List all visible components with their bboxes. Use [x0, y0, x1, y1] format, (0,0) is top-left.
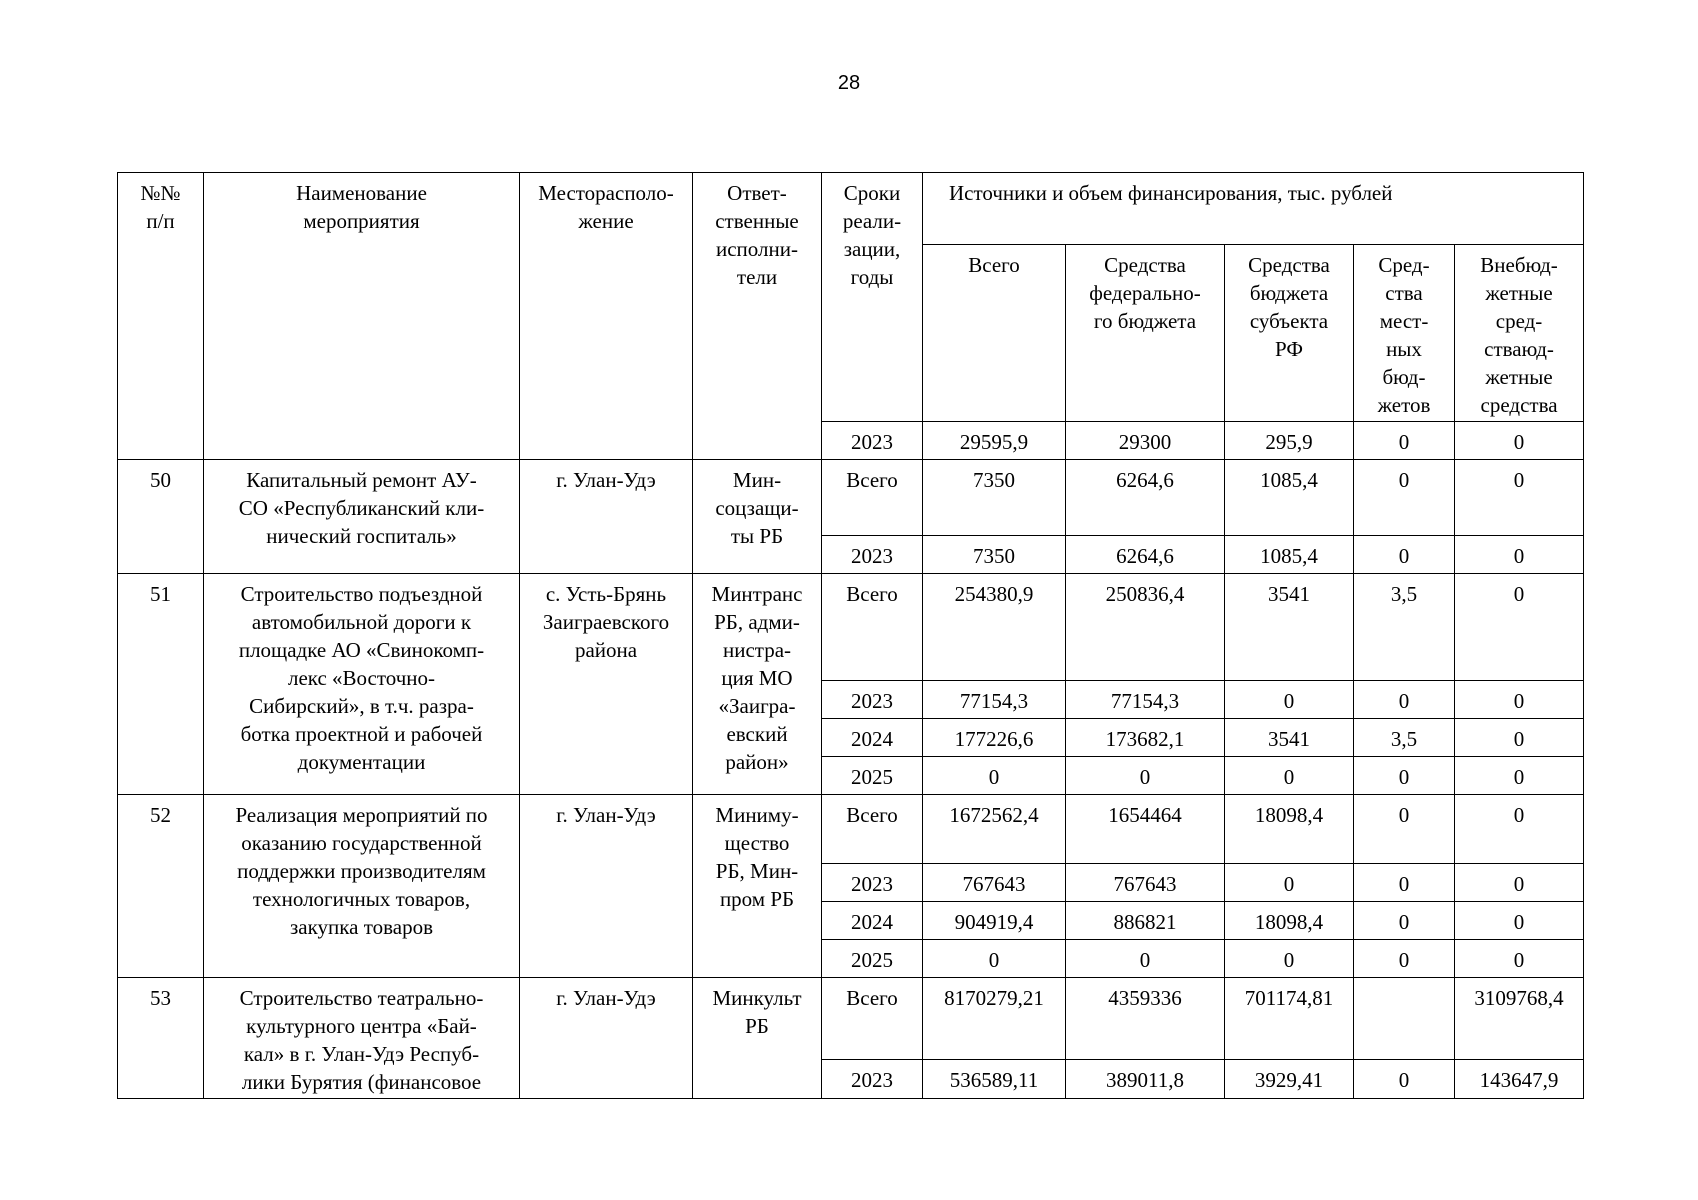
financing-table — [117, 172, 1584, 1099]
item-num: 50 — [118, 460, 204, 574]
cell-year: 2023 — [822, 681, 923, 719]
cell-local: 0 — [1354, 536, 1455, 574]
cell-extra: 0 — [1455, 757, 1584, 795]
cell-local: 0 — [1354, 902, 1455, 940]
cell-federal: 886821 — [1066, 902, 1225, 940]
cell-extra: 0 — [1455, 681, 1584, 719]
item-num: 51 — [118, 574, 204, 795]
cell-extra: 143647,9 — [1455, 1060, 1584, 1099]
cell-year: 2024 — [822, 902, 923, 940]
cell-federal: 389011,8 — [1066, 1060, 1225, 1099]
cell-extra: 0 — [1455, 574, 1584, 681]
header-name: Наименование мероприятия — [204, 173, 520, 460]
cell-year: 2025 — [822, 940, 923, 978]
cell-subject: 3929,41 — [1225, 1060, 1354, 1099]
cell-total: 767643 — [923, 864, 1066, 902]
cell-total: 0 — [923, 940, 1066, 978]
table-row — [118, 460, 1584, 536]
cell-federal: 1654464 — [1066, 795, 1225, 864]
cell-federal: 0 — [1066, 940, 1225, 978]
item-responsible: Миниму- щество РБ, Мин- пром РБ — [693, 795, 822, 978]
item-responsible: Мин- соцзащи- ты РБ — [693, 460, 822, 574]
cell-local: 3,5 — [1354, 574, 1455, 681]
cell-year: 2024 — [822, 719, 923, 757]
header-subject: Средства бюджета субъекта РФ — [1225, 245, 1354, 422]
cell-year: 2023 — [822, 536, 923, 574]
cell-subject: 1085,4 — [1225, 536, 1354, 574]
cell-subject: 1085,4 — [1225, 460, 1354, 536]
cell-local: 0 — [1354, 795, 1455, 864]
cell-extra: 0 — [1455, 460, 1584, 536]
cell-total: 177226,6 — [923, 719, 1066, 757]
cell-total: 77154,3 — [923, 681, 1066, 719]
cell-extra: 0 — [1455, 719, 1584, 757]
header-row — [118, 173, 1584, 245]
cell-year: 2023 — [822, 1060, 923, 1099]
cell-federal: 77154,3 — [1066, 681, 1225, 719]
cell-total: 7350 — [923, 460, 1066, 536]
item-responsible: Минтранс РБ, адми- нистра- ция МО «Заигра- евский район» — [693, 574, 822, 795]
carry-subject: 295,9 — [1225, 422, 1354, 460]
item-name: Реализация мероприятий по оказанию государственной поддержки производителям технологичных товаров, закупка товаров — [204, 795, 520, 978]
header-term: Сроки реали- зации, годы — [822, 173, 923, 422]
cell-federal: 0 — [1066, 757, 1225, 795]
cell-extra: 0 — [1455, 536, 1584, 574]
cell-year: 2023 — [822, 864, 923, 902]
cell-total: 254380,9 — [923, 574, 1066, 681]
header-num: №№ п/п — [118, 173, 204, 460]
cell-total: 904919,4 — [923, 902, 1066, 940]
item-responsible: Минкульт РБ — [693, 978, 822, 1099]
header-federal: Средства федерально- го бюджета — [1066, 245, 1225, 422]
cell-total: 7350 — [923, 536, 1066, 574]
item-num: 52 — [118, 795, 204, 978]
cell-extra: 3109768,4 — [1455, 978, 1584, 1060]
table-body — [118, 173, 1584, 1099]
item-location: с. Усть-Брянь Заиграевского района — [520, 574, 693, 795]
cell-local: 0 — [1354, 864, 1455, 902]
cell-local: 0 — [1354, 757, 1455, 795]
cell-extra: 0 — [1455, 940, 1584, 978]
header-local: Сред- ства мест- ных бюд- жетов — [1354, 245, 1455, 422]
cell-subject: 0 — [1225, 864, 1354, 902]
carry-extra: 0 — [1455, 422, 1584, 460]
cell-subject: 3541 — [1225, 574, 1354, 681]
cell-extra: 0 — [1455, 902, 1584, 940]
table-row — [118, 574, 1584, 681]
cell-subject: 18098,4 — [1225, 902, 1354, 940]
cell-subject: 0 — [1225, 681, 1354, 719]
carry-local: 0 — [1354, 422, 1455, 460]
cell-total: 536589,11 — [923, 1060, 1066, 1099]
cell-local: 0 — [1354, 460, 1455, 536]
table-row — [118, 978, 1584, 1060]
cell-subject: 701174,81 — [1225, 978, 1354, 1060]
cell-federal: 6264,6 — [1066, 536, 1225, 574]
cell-extra: 0 — [1455, 864, 1584, 902]
item-location: г. Улан-Удэ — [520, 978, 693, 1099]
cell-federal: 173682,1 — [1066, 719, 1225, 757]
cell-year: Всего — [822, 574, 923, 681]
cell-extra: 0 — [1455, 795, 1584, 864]
cell-total: 1672562,4 — [923, 795, 1066, 864]
cell-federal: 250836,4 — [1066, 574, 1225, 681]
carry-year: 2023 — [822, 422, 923, 460]
item-name: Строительство театрально- культурного центра «Бай- кал» в г. Улан-Удэ Респуб- лики Бурятия (финансовое — [204, 978, 520, 1099]
cell-subject: 3541 — [1225, 719, 1354, 757]
cell-year: Всего — [822, 978, 923, 1060]
cell-year: Всего — [822, 460, 923, 536]
header-sources: Источники и объем финансирования, тыс. рублей — [923, 173, 1584, 245]
cell-subject: 0 — [1225, 940, 1354, 978]
cell-subject: 0 — [1225, 757, 1354, 795]
header-responsible: Ответ- ственные исполни- тели — [693, 173, 822, 460]
cell-year: 2025 — [822, 757, 923, 795]
cell-local — [1354, 978, 1455, 1060]
cell-local: 0 — [1354, 940, 1455, 978]
cell-local: 0 — [1354, 1060, 1455, 1099]
page-number: 28 — [837, 72, 861, 94]
cell-total: 8170279,21 — [923, 978, 1066, 1060]
item-location: г. Улан-Удэ — [520, 795, 693, 978]
cell-federal: 767643 — [1066, 864, 1225, 902]
cell-federal: 4359336 — [1066, 978, 1225, 1060]
table-row — [118, 795, 1584, 864]
item-name: Строительство подъездной автомобильной дороги к площадке АО «Свинокомп- лекс «Восточно- Сибирский», в т.ч. разра- ботка проектной и рабочей документации — [204, 574, 520, 795]
item-num: 53 — [118, 978, 204, 1099]
cell-total: 0 — [923, 757, 1066, 795]
carry-federal: 29300 — [1066, 422, 1225, 460]
cell-local: 0 — [1354, 681, 1455, 719]
header-total: Всего — [923, 245, 1066, 422]
item-location: г. Улан-Удэ — [520, 460, 693, 574]
cell-federal: 6264,6 — [1066, 460, 1225, 536]
cell-local: 3,5 — [1354, 719, 1455, 757]
cell-subject: 18098,4 — [1225, 795, 1354, 864]
carry-total: 29595,9 — [923, 422, 1066, 460]
item-name: Капитальный ремонт АУ- СО «Республиканский кли- нический госпиталь» — [204, 460, 520, 574]
header-extra: Внебюд- жетные сред- стваюд- жетные средства — [1455, 245, 1584, 422]
header-location: Месторасполо- жение — [520, 173, 693, 460]
cell-year: Всего — [822, 795, 923, 864]
